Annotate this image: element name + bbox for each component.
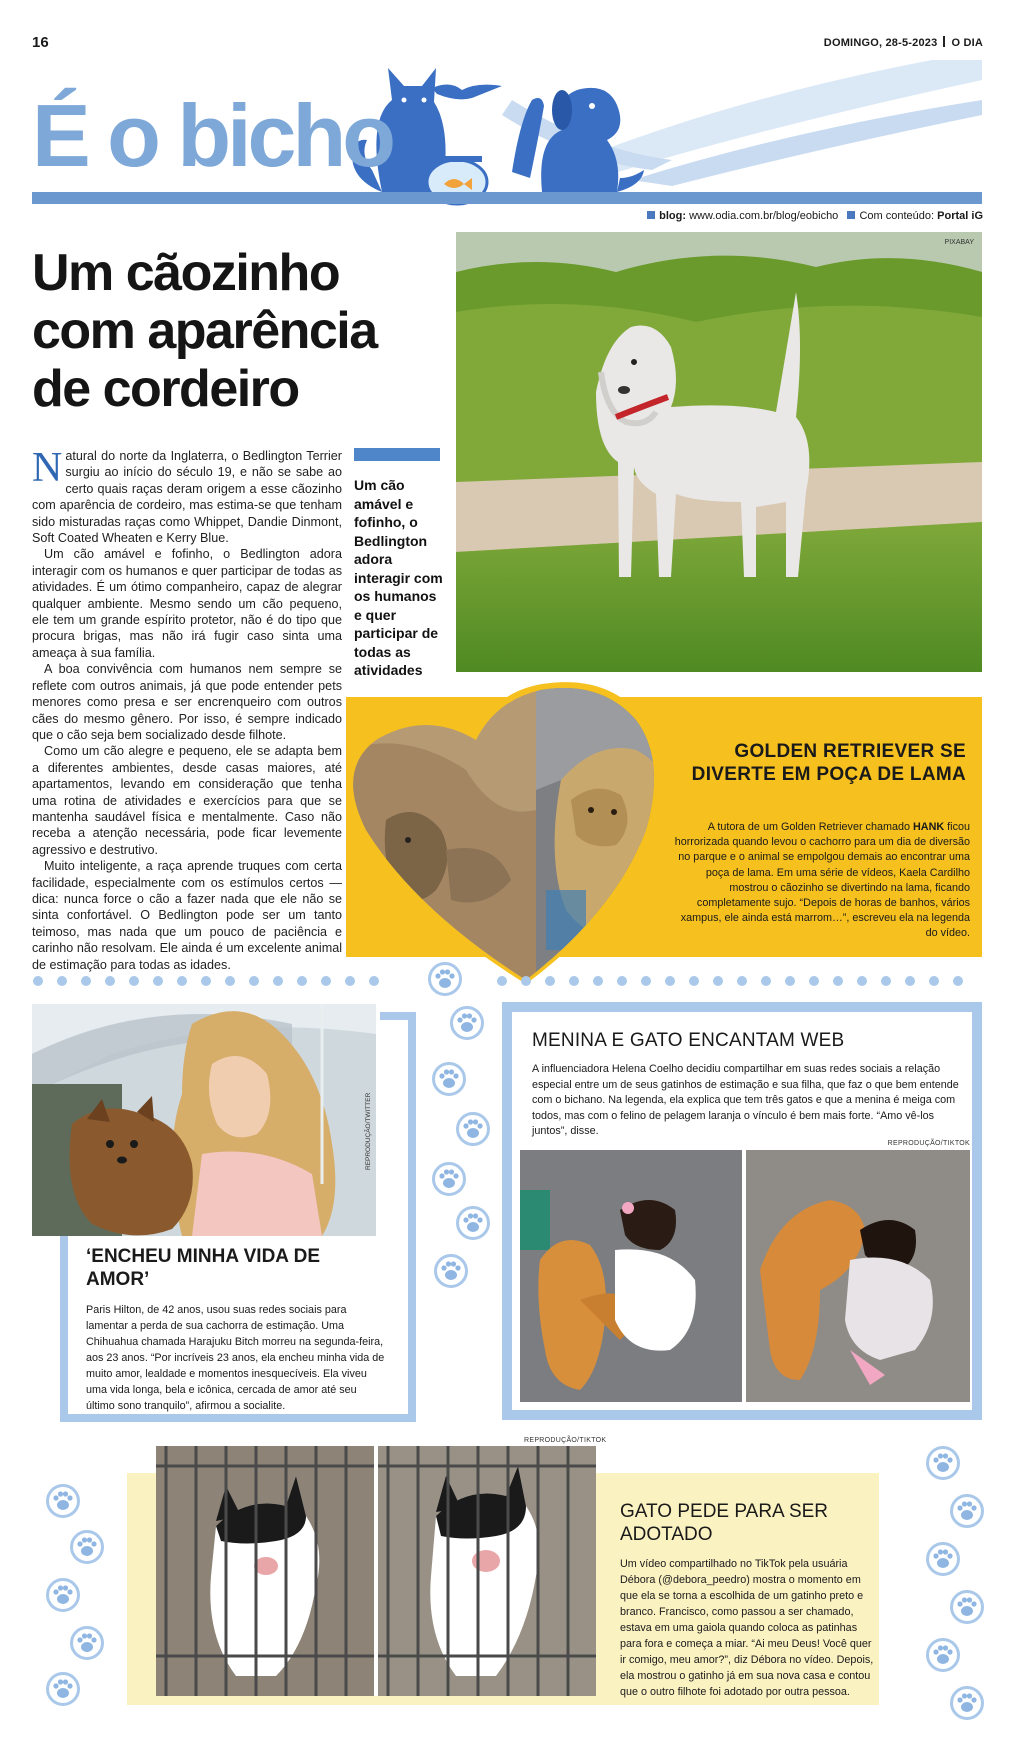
- menina-text: A influenciadora Helena Coelho decidiu compartilhar em suas redes sociais a relação especial entre um de seus gatinhos de estimação e sua filha, que faz o que bem entende com o bichano. Na legenda, ela explica que tem três gatos e que a menina é meiga com todos, mas com o felino de pelagem laranja o vínculo é bem mais forte. “Amo vê-los juntos”, disse.: [532, 1063, 959, 1138]
- masthead-rule: [32, 192, 982, 204]
- dotted-divider: [32, 975, 982, 987]
- content-source: Portal iG: [937, 210, 983, 222]
- dropcap: N: [32, 445, 63, 491]
- main-article-body: [32, 445, 342, 973]
- paris-title: ‘ENCHEU MINHA VIDA DE AMOR’: [86, 1246, 320, 1290]
- paris-box-frame-top: [380, 1012, 416, 1020]
- golden-text: A tutora de um Golden Retriever chamado HANK ficou horrorizada quando levou o cachorro para um dia de diversão no parque e o animal se empolgou demais ao encontrar uma poça de lama. Em uma série de vídeos, Kaela Cardilho mostrou o cãozinho se divertindo na lama, ficando completamente sujo. “Depois de horas de banhos, vários xampus, ele ainda está marrom…”, escreveu ela na legenda do vídeo.: [674, 821, 970, 940]
- paris-hilton-photo: [32, 1004, 376, 1236]
- dog-name: HANK: [912, 821, 945, 833]
- paw-icon: [46, 1484, 80, 1518]
- article-paragraph: Natural do norte da Inglaterra, o Bedlington Terrier surgiu ao início do século 19, e não se sabe ao certo quais raças deram origem a esse cãozinho com aparência de cordeiro, mas estima-se que tenham sido misturadas raças como Whippet, Dandie Dinmont, Soft Coated Wheaten e Kerry Blue.: [32, 445, 342, 546]
- paw-icon: [434, 1254, 468, 1288]
- paw-icon: [428, 962, 462, 996]
- content-label: Com conteúdo:: [859, 210, 935, 222]
- paw-icon: [70, 1530, 104, 1564]
- divider: [943, 36, 945, 47]
- photo-credit: REPRODUÇÃO/TIKTOK: [887, 1140, 970, 1147]
- square-bullet-icon: [647, 211, 655, 219]
- gato-text: Um vídeo compartilhado no TikTok pela usuária Débora (@debora_peedro) mostra o momento em que ela se torna a escolhida de um gatinho preto e branco. Francisco, como passou a ser chamado, estava em uma gaiola quando coloca as patinhas para fora e começa a miar. “Ai meu Deus! Você quer ir comigo, meu amor?”, diz Débora no vídeo. Depois, ela mostrou o gatinho já em sua nova casa e contou que o outro filhote foi adotado por outra pessoa.: [620, 1558, 874, 1698]
- blog-url[interactable]: www.odia.com.br/blog/eobicho: [689, 210, 839, 222]
- paper-name: O DIA: [951, 37, 983, 49]
- dog-illustration: [541, 88, 644, 192]
- menina-title: MENINA E GATO ENCANTAM WEB: [532, 1030, 845, 1051]
- pull-quote: Um cão amável e fofinho, o Bedlington adora interagir com os humanos e quer participar de todas as atividades: [354, 477, 443, 678]
- paw-icon: [456, 1206, 490, 1240]
- menina-gato-photos: [520, 1150, 970, 1402]
- paw-icon: [46, 1578, 80, 1612]
- pull-quote-bar: [354, 448, 440, 461]
- paris-text: Paris Hilton, de 42 anos, usou suas redes sociais para lamentar a perda de sua cachorra de estimação. Uma Chihuahua chamada Harajuku Bitch morreu na segunda-feira, aos 23 anos. “Por incríveis 23 anos, ela encheu minha vida de muito amor, lealdade e momentos inesquecíveis. Ela viveu uma vida longa, bela e icônica, cercada de amor até seu último sono tranquilo”, afirmou a socialite.: [86, 1304, 385, 1412]
- heart-photo-frame: [346, 660, 706, 990]
- page-number: 16: [32, 34, 49, 51]
- golden-title: GOLDEN RETRIEVER SE DIVERTE EM POÇA DE LAMA: [691, 741, 966, 785]
- paw-icon: [926, 1542, 960, 1576]
- paw-icon: [926, 1446, 960, 1480]
- paw-icon: [926, 1638, 960, 1672]
- article-paragraph: Muito inteligente, a raça aprende truques com certa facilidade, especialmente com os estímulos certos — dica: nunca force o cão a fazer nada que ele não se sinta confortável. O Bedlington pode ser um tanto teimoso, mas nada que um pouco de paciência e carinho não resolvam. Ele ainda é um excelente animal de estimação para todas as idades.: [32, 859, 342, 972]
- bedlington-terrier-photo: [456, 232, 982, 672]
- paw-icon: [450, 1006, 484, 1040]
- gato-title: GATO PEDE PARA SER ADOTADO: [620, 1501, 829, 1545]
- dateline: [824, 36, 983, 49]
- gato-jaula-photos: [156, 1446, 596, 1696]
- paw-icon: [456, 1112, 490, 1146]
- paw-icon: [950, 1494, 984, 1528]
- paw-icon: [70, 1626, 104, 1660]
- paw-icon: [432, 1162, 466, 1196]
- article-paragraph: Um cão amável e fofinho, o Bedlington adora interagir com os humanos e quer participar de todas as atividades. É um ótimo companheiro, capaz de alegrar qualquer ambiente. Mesmo sendo um cão pequeno, ele tem um grande espírito protetor, não é do tipo que procura brigas, mas não irá fugir caso sinta uma ameaça à sua família.: [32, 547, 342, 660]
- main-headline: Um cãozinho com aparência de cordeiro: [32, 244, 377, 418]
- paw-icon: [950, 1686, 984, 1720]
- paw-icon: [950, 1590, 984, 1624]
- blog-label: blog:: [659, 210, 687, 222]
- paw-icon: [432, 1062, 466, 1096]
- paw-icon: [46, 1672, 80, 1706]
- photo-credit: REPRODUÇÃO/TWITTER: [365, 1092, 372, 1170]
- photo-credit: REPRODUÇÃO/TIKTOK: [524, 1437, 607, 1444]
- bird-illustration: [432, 84, 502, 99]
- credits-line: [647, 210, 983, 222]
- date: DOMINGO, 28-5-2023: [823, 37, 938, 49]
- square-bullet-icon: [847, 211, 855, 219]
- article-paragraph: Como um cão alegre e pequeno, ele se adapta bem a diferentes ambientes, desde casas maiores, até apartamentos, levando em consideração que tenha uma rotina de atividades e exercícios para que se mantenha saudável física e mentalmente. Caso não receba a atenção necessária, pode ficar levemente agressivo e destrutivo.: [32, 744, 342, 857]
- section-title: É o bicho: [32, 86, 392, 185]
- photo-credit: PIXABAY: [944, 239, 974, 246]
- article-paragraph: A boa convivência com humanos nem sempre se reflete com outros animais, já que pode entender pets menores como presa e ser encrenqueiro com outros cães do mesmo gênero. Por isso, é sempre indicado que o cão seja bem socializado desde filhote.: [32, 662, 342, 742]
